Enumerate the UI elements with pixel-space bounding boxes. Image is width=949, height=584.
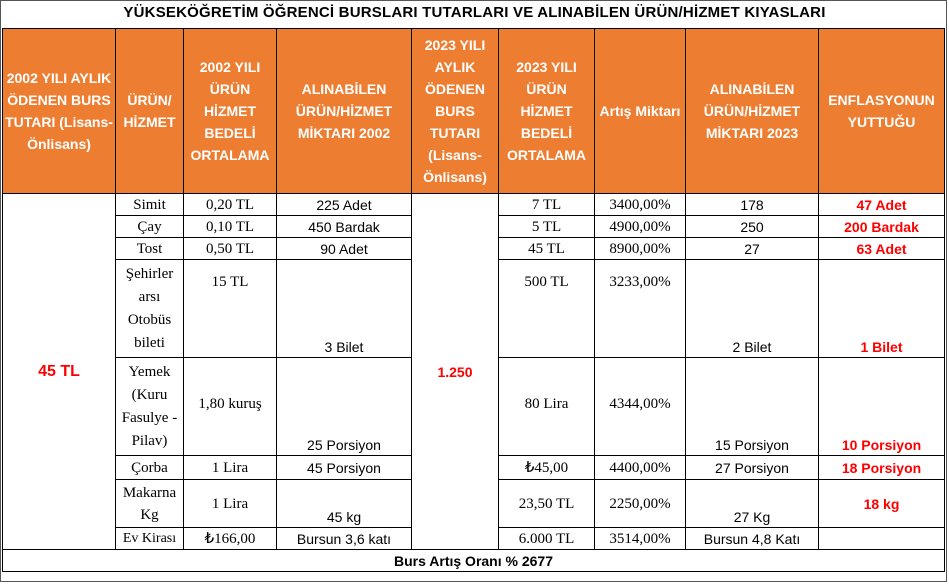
- footer-row: [3, 550, 945, 572]
- header-burs-2023: 2023 YILI AYLIK ÖDENEN BURS TUTARI (Lisans-Önlisans): [412, 29, 499, 194]
- yutulan-cell: 1 Bilet: [819, 260, 945, 358]
- bedel-2002-cell: 0,20 TL: [184, 194, 277, 216]
- artis-cell: 4400,00%: [595, 456, 686, 480]
- bedel-2023-cell: 80 Lira: [499, 358, 595, 456]
- miktar-2023-cell: 178: [686, 194, 819, 216]
- bedel-2023-cell: 23,50 TL: [499, 480, 595, 528]
- miktar-2023-cell: 15 Porsiyon: [686, 358, 819, 456]
- header-urun: ÜRÜN/ HİZMET: [116, 29, 184, 194]
- table-row: [3, 194, 945, 216]
- burs-2023-value: 1.250: [412, 194, 499, 550]
- miktar-2002-cell: Bursun 3,6 katı: [277, 528, 412, 550]
- yutulan-cell: 18 Porsiyon: [819, 456, 945, 480]
- bedel-2023-cell: 500 TL: [499, 260, 595, 358]
- burs-2002-value: 45 TL: [3, 194, 116, 550]
- yutulan-cell: 200 Bardak: [819, 216, 945, 238]
- header-row: [3, 29, 945, 194]
- miktar-2023-cell: 2 Bilet: [686, 260, 819, 358]
- header-enflasyon: ENFLASYONUN YUTTUĞU: [819, 29, 945, 194]
- artis-cell: 4900,00%: [595, 216, 686, 238]
- miktar-2023-cell: 27 Porsiyon: [686, 456, 819, 480]
- bedel-2002-cell: 0,10 TL: [184, 216, 277, 238]
- header-miktar-2002: ALINABİLEN ÜRÜN/HİZMET MİKTARI 2002: [277, 29, 412, 194]
- artis-cell: 3233,00%: [595, 260, 686, 358]
- miktar-2023-cell: 27 Kg: [686, 480, 819, 528]
- miktar-2023-cell: 250: [686, 216, 819, 238]
- header-artis: Artış Miktarı: [595, 29, 686, 194]
- urun-cell: Tost: [116, 238, 184, 260]
- bedel-2023-cell: 7 TL: [499, 194, 595, 216]
- miktar-2002-cell: 45 kg: [277, 480, 412, 528]
- header-bedel-2002: 2002 YILI ÜRÜN HİZMET BEDELİ ORTALAMA: [184, 29, 277, 194]
- artis-cell: 4344,00%: [595, 358, 686, 456]
- artis-cell: 2250,00%: [595, 480, 686, 528]
- urun-cell: Şehirler arsı Otobüs bileti: [116, 260, 184, 358]
- artis-cell: 3400,00%: [595, 194, 686, 216]
- bedel-2002-cell: 1 Lira: [184, 480, 277, 528]
- artis-cell: 8900,00%: [595, 238, 686, 260]
- bedel-2002-cell: 1 Lira: [184, 456, 277, 480]
- bedel-2023-cell: ₺45,00: [499, 456, 595, 480]
- artis-cell: 3514,00%: [595, 528, 686, 550]
- miktar-2002-cell: 3 Bilet: [277, 260, 412, 358]
- header-miktar-2023: ALINABİLEN ÜRÜN/HİZMET MİKTARI 2023: [686, 29, 819, 194]
- miktar-2002-cell: 25 Porsiyon: [277, 358, 412, 456]
- urun-cell: Çay: [116, 216, 184, 238]
- bedel-2002-cell: 0,50 TL: [184, 238, 277, 260]
- urun-cell: Ev Kirası: [116, 528, 184, 550]
- yutulan-cell: 10 Porsiyon: [819, 358, 945, 456]
- miktar-2023-cell: 27: [686, 238, 819, 260]
- urun-cell: Makarna Kg: [116, 480, 184, 528]
- yutulan-cell: 18 kg: [819, 480, 945, 528]
- comparison-table: [2, 28, 945, 572]
- bedel-2023-cell: 6.000 TL: [499, 528, 595, 550]
- page-title: YÜKSEKÖĞRETİM ÖĞRENCİ BURSLARI TUTARLARI VE ALINABİLEN ÜRÜN/HİZMET KIYASLARI: [123, 4, 826, 21]
- urun-cell: Simit: [116, 194, 184, 216]
- yutulan-cell: 47 Adet: [819, 194, 945, 216]
- header-burs-2002: 2002 YILI AYLIK ÖDENEN BURS TUTARI (Lisans-Önlisans): [3, 29, 116, 194]
- miktar-2002-cell: 225 Adet: [277, 194, 412, 216]
- burs-artis-orani: Burs Artış Oranı % 2677: [3, 550, 945, 572]
- header-bedel-2023: 2023 YILI ÜRÜN HİZMET BEDELİ ORTALAMA: [499, 29, 595, 194]
- bedel-2023-cell: 45 TL: [499, 238, 595, 260]
- yutulan-cell: 63 Adet: [819, 238, 945, 260]
- miktar-2002-cell: 90 Adet: [277, 238, 412, 260]
- yutulan-cell: [819, 528, 945, 550]
- miktar-2002-cell: 450 Bardak: [277, 216, 412, 238]
- urun-cell: Yemek (Kuru Fasulye - Pilav): [116, 358, 184, 456]
- bedel-2023-cell: 5 TL: [499, 216, 595, 238]
- miktar-2002-cell: 45 Porsiyon: [277, 456, 412, 480]
- miktar-2023-cell: Bursun 4,8 Katı: [686, 528, 819, 550]
- urun-cell: Çorba: [116, 456, 184, 480]
- bedel-2002-cell: 1,80 kuruş: [184, 358, 277, 456]
- bedel-2002-cell: 15 TL: [184, 260, 277, 358]
- bedel-2002-cell: ₺166,00: [184, 528, 277, 550]
